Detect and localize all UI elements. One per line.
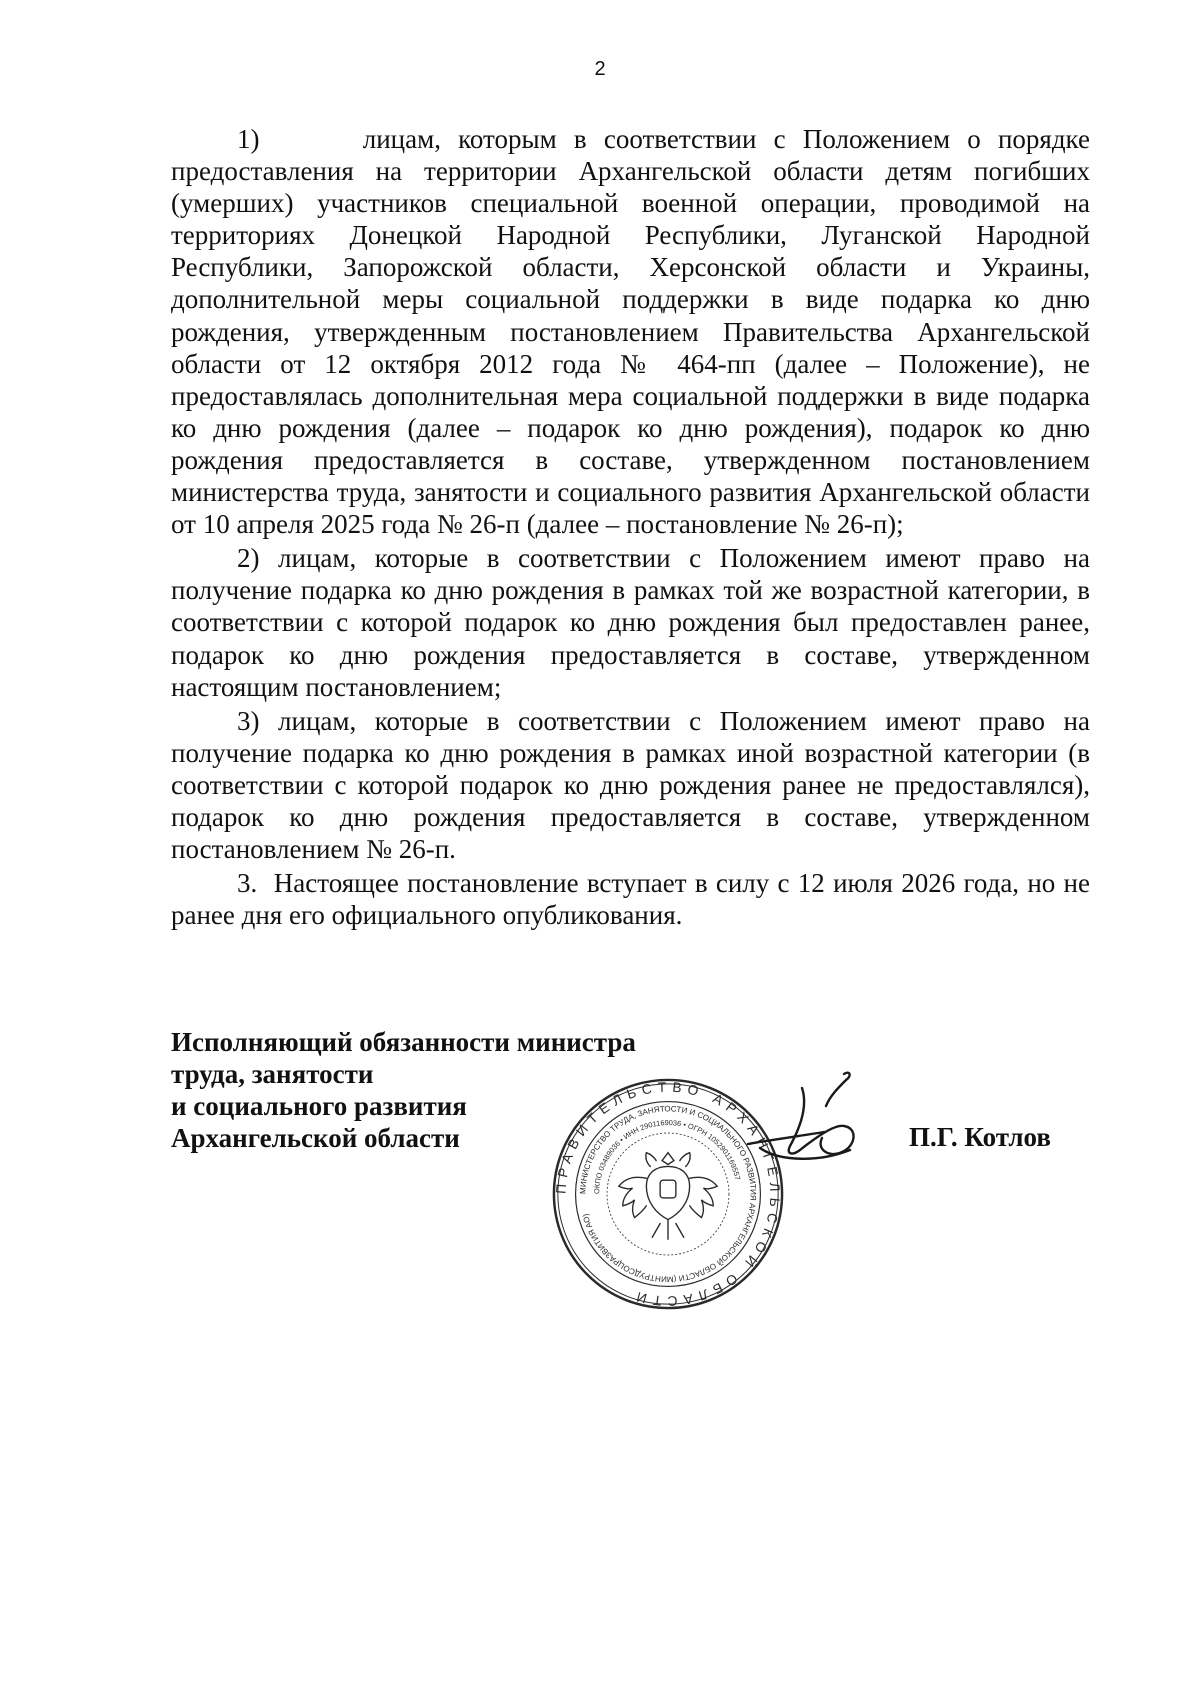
paragraph-item-3: 3) лицам, которые в соответствии с Положением имеют право на получение подарка ко дню рождения в рамках иной возрастной категории (в соответствии с которой подарок ко дню рождения ранее не предоставлялся), подарок ко дню рождения предоставляется в составе, утвержденном постановлением № 26-п.	[171, 705, 1090, 865]
seal-inner-ring	[576, 1102, 761, 1287]
handwritten-signature	[740, 1066, 900, 1176]
document-body	[171, 123, 1090, 931]
signer-position-line: Исполняющий обязанности министра	[171, 1027, 636, 1057]
page-number: 2	[594, 58, 606, 80]
seal-inner-text: МИНИСТЕРСТВО ТРУДА, ЗАНЯТОСТИ И СОЦИАЛЬНОГО РАЗВИТИЯ АРХАНГЕЛЬСКОЙ ОБЛАСТИ (МИНТРУДСОЦРАЗВИТИЯ АО)	[578, 1104, 758, 1284]
signer-position-line: труда, занятости	[171, 1059, 374, 1089]
signer-position-line: Архангельской области	[171, 1123, 460, 1153]
signer-name: П.Г. Котлов	[909, 1122, 1051, 1152]
signer-position-line: и социального развития	[171, 1091, 467, 1121]
seal-codes-text: ОКПО 03489036 • ИНН 2901169036 • ОГРН 1052901169557	[592, 1118, 743, 1195]
coat-of-arms-icon	[619, 1153, 717, 1240]
seal-outer-text: ПРАВИТЕЛЬСТВО АРХАНГЕЛЬСКОЙ ОБЛАСТИ	[553, 1079, 783, 1309]
paragraph-item-2: 2) лицам, которые в соответствии с Положением имеют право на получение подарка ко дню рождения в рамках той же возрастной категории, в соответствии с которой подарок ко дню рождения был предоставлен ранее, подарок ко дню рождения предоставляется в составе, утвержденном настоящим постановлением;	[171, 543, 1090, 702]
paragraph-item-4: 3. Настоящее постановление вступает в силу с 12 июля 2026 года, но не ранее дня его официального опубликования.	[171, 868, 1090, 931]
paragraph-item-1: 1) лицам, которым в соответствии с Положением о порядке предоставления на территории Архангельской области детям погибших (умерших) участников специальной военной операции, проводимой на территориях Донецкой Народной Республики, Луганской Народной Республики, Запорожской области, Херсонской области и Украины, дополнительной меры социальной поддержки в виде подарка ко дню рождения, утвержденным постановлением Правительства Архангельской области от 12 октября 2012 года № 464-пп (далее – Положение), не предоставлялась дополнительная мера социальной поддержки в виде подарка ко дню рождения (далее – подарок ко дню рождения), подарок ко дню рождения предоставляется в составе, утвержденном постановлением министерства труда, занятости и социального развития Архангельской области от 10 апреля 2025 года № 26-п (далее – постановление № 26-п);	[171, 124, 1090, 540]
